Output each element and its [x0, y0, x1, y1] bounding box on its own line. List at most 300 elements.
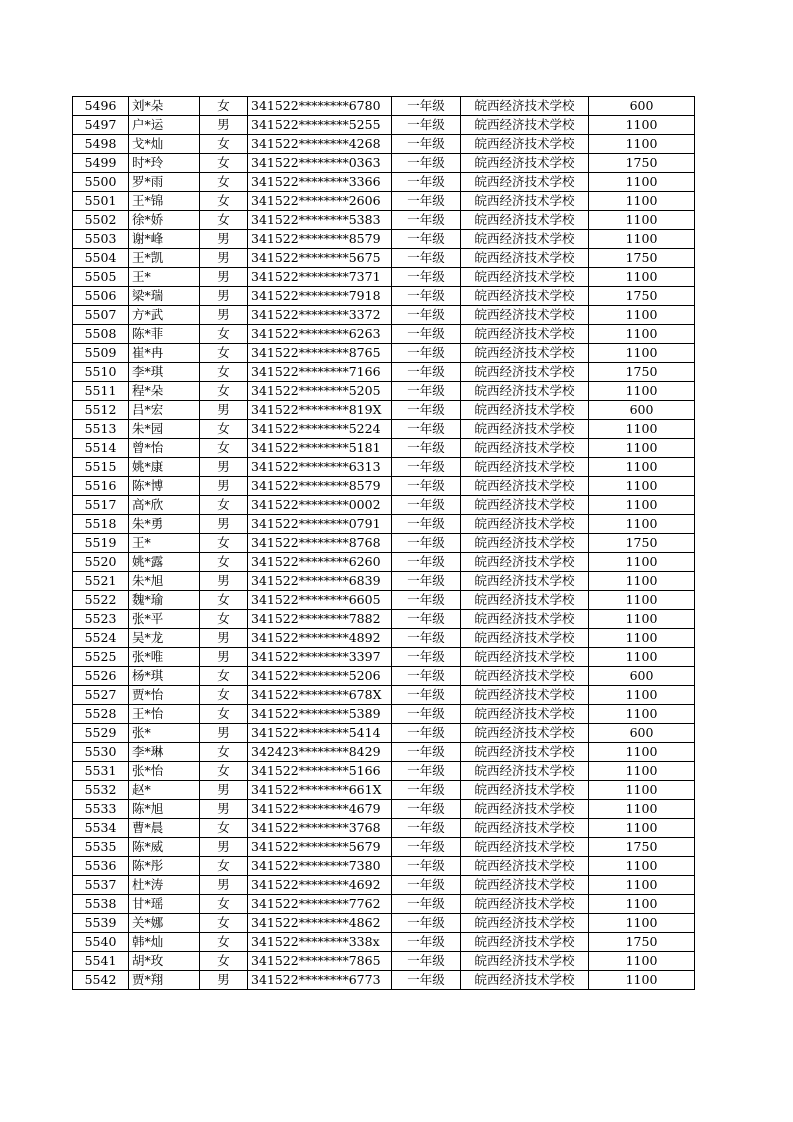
school-cell: 皖西经济技术学校 [461, 116, 589, 135]
table-row [73, 952, 695, 971]
gender-cell: 女 [200, 553, 248, 572]
id-number-cell: 341522********5166 [248, 762, 392, 781]
grade-cell: 一年级 [392, 382, 461, 401]
student-name-cell: 程*朵 [129, 382, 200, 401]
student-name-cell: 吴*龙 [129, 629, 200, 648]
grade-cell: 一年级 [392, 819, 461, 838]
amount-cell: 1100 [589, 686, 695, 705]
school-cell: 皖西经济技术学校 [461, 249, 589, 268]
school-cell: 皖西经济技术学校 [461, 648, 589, 667]
amount-cell: 1750 [589, 287, 695, 306]
student-name-cell: 刘*朵 [129, 97, 200, 116]
grade-cell: 一年级 [392, 705, 461, 724]
grade-cell: 一年级 [392, 192, 461, 211]
amount-cell: 1100 [589, 876, 695, 895]
table-row [73, 135, 695, 154]
school-cell: 皖西经济技术学校 [461, 344, 589, 363]
table-row [73, 230, 695, 249]
amount-cell: 1100 [589, 173, 695, 192]
school-cell: 皖西经济技术学校 [461, 306, 589, 325]
school-cell: 皖西经济技术学校 [461, 230, 589, 249]
id-number-cell: 341522********819X [248, 401, 392, 420]
table-row [73, 515, 695, 534]
grade-cell: 一年级 [392, 420, 461, 439]
school-cell: 皖西经济技术学校 [461, 686, 589, 705]
id-number-cell: 341522********661X [248, 781, 392, 800]
school-cell: 皖西经济技术学校 [461, 553, 589, 572]
grade-cell: 一年级 [392, 933, 461, 952]
table-row [73, 914, 695, 933]
amount-cell: 600 [589, 667, 695, 686]
id-number-cell: 341522********8765 [248, 344, 392, 363]
row-number-cell: 5505 [73, 268, 129, 287]
id-number-cell: 341522********5255 [248, 116, 392, 135]
table-row [73, 401, 695, 420]
amount-cell: 1100 [589, 762, 695, 781]
amount-cell: 600 [589, 401, 695, 420]
student-name-cell: 甘*瑶 [129, 895, 200, 914]
gender-cell: 女 [200, 743, 248, 762]
student-name-cell: 梁*瑞 [129, 287, 200, 306]
amount-cell: 1100 [589, 895, 695, 914]
student-name-cell: 朱*园 [129, 420, 200, 439]
student-name-cell: 高*欣 [129, 496, 200, 515]
school-cell: 皖西经济技术学校 [461, 572, 589, 591]
school-cell: 皖西经济技术学校 [461, 477, 589, 496]
gender-cell: 女 [200, 762, 248, 781]
student-name-cell: 朱*旭 [129, 572, 200, 591]
amount-cell: 1100 [589, 705, 695, 724]
grade-cell: 一年级 [392, 648, 461, 667]
gender-cell: 男 [200, 287, 248, 306]
grade-cell: 一年级 [392, 230, 461, 249]
row-number-cell: 5520 [73, 553, 129, 572]
grade-cell: 一年级 [392, 895, 461, 914]
table-row [73, 876, 695, 895]
student-subsidy-table [72, 96, 695, 990]
school-cell: 皖西经济技术学校 [461, 439, 589, 458]
amount-cell: 1100 [589, 781, 695, 800]
grade-cell: 一年级 [392, 572, 461, 591]
grade-cell: 一年级 [392, 173, 461, 192]
row-number-cell: 5525 [73, 648, 129, 667]
gender-cell: 女 [200, 914, 248, 933]
id-number-cell: 341522********5383 [248, 211, 392, 230]
grade-cell: 一年级 [392, 914, 461, 933]
id-number-cell: 341522********8579 [248, 230, 392, 249]
id-number-cell: 341522********2606 [248, 192, 392, 211]
row-number-cell: 5535 [73, 838, 129, 857]
id-number-cell: 341522********6839 [248, 572, 392, 591]
gender-cell: 男 [200, 781, 248, 800]
table-row [73, 971, 695, 990]
id-number-cell: 341522********5675 [248, 249, 392, 268]
school-cell: 皖西经济技术学校 [461, 876, 589, 895]
student-name-cell: 戈*灿 [129, 135, 200, 154]
student-name-cell: 谢*峰 [129, 230, 200, 249]
student-name-cell: 崔*冉 [129, 344, 200, 363]
grade-cell: 一年级 [392, 629, 461, 648]
grade-cell: 一年级 [392, 287, 461, 306]
school-cell: 皖西经济技术学校 [461, 762, 589, 781]
table-row [73, 553, 695, 572]
gender-cell: 女 [200, 952, 248, 971]
student-name-cell: 陈*威 [129, 838, 200, 857]
table-row [73, 781, 695, 800]
row-number-cell: 5517 [73, 496, 129, 515]
grade-cell: 一年级 [392, 439, 461, 458]
gender-cell: 男 [200, 515, 248, 534]
table-row [73, 610, 695, 629]
row-number-cell: 5508 [73, 325, 129, 344]
student-name-cell: 王*锦 [129, 192, 200, 211]
student-name-cell: 张*平 [129, 610, 200, 629]
student-name-cell: 杨*琪 [129, 667, 200, 686]
school-cell: 皖西经济技术学校 [461, 743, 589, 762]
grade-cell: 一年级 [392, 800, 461, 819]
school-cell: 皖西经济技术学校 [461, 933, 589, 952]
school-cell: 皖西经济技术学校 [461, 724, 589, 743]
table-row [73, 800, 695, 819]
gender-cell: 男 [200, 724, 248, 743]
school-cell: 皖西经济技术学校 [461, 914, 589, 933]
table-row [73, 477, 695, 496]
table-row [73, 287, 695, 306]
school-cell: 皖西经济技术学校 [461, 173, 589, 192]
gender-cell: 女 [200, 857, 248, 876]
grade-cell: 一年级 [392, 211, 461, 230]
gender-cell: 男 [200, 230, 248, 249]
row-number-cell: 5507 [73, 306, 129, 325]
grade-cell: 一年级 [392, 667, 461, 686]
grade-cell: 一年级 [392, 458, 461, 477]
gender-cell: 女 [200, 591, 248, 610]
student-name-cell: 徐*娇 [129, 211, 200, 230]
school-cell: 皖西经济技术学校 [461, 401, 589, 420]
table-row [73, 496, 695, 515]
id-number-cell: 341522********7865 [248, 952, 392, 971]
student-name-cell: 李*琳 [129, 743, 200, 762]
school-cell: 皖西经济技术学校 [461, 211, 589, 230]
grade-cell: 一年级 [392, 971, 461, 990]
school-cell: 皖西经济技术学校 [461, 591, 589, 610]
grade-cell: 一年级 [392, 762, 461, 781]
grade-cell: 一年级 [392, 154, 461, 173]
amount-cell: 1750 [589, 933, 695, 952]
amount-cell: 1750 [589, 154, 695, 173]
amount-cell: 1100 [589, 819, 695, 838]
table-row [73, 534, 695, 553]
student-name-cell: 王* [129, 268, 200, 287]
table-row [73, 743, 695, 762]
id-number-cell: 341522********6313 [248, 458, 392, 477]
id-number-cell: 341522********0363 [248, 154, 392, 173]
id-number-cell: 341522********678X [248, 686, 392, 705]
student-name-cell: 姚*康 [129, 458, 200, 477]
row-number-cell: 5531 [73, 762, 129, 781]
grade-cell: 一年级 [392, 610, 461, 629]
gender-cell: 男 [200, 648, 248, 667]
row-number-cell: 5500 [73, 173, 129, 192]
student-name-cell: 曾*怡 [129, 439, 200, 458]
amount-cell: 1100 [589, 135, 695, 154]
school-cell: 皖西经济技术学校 [461, 268, 589, 287]
amount-cell: 1100 [589, 439, 695, 458]
school-cell: 皖西经济技术学校 [461, 458, 589, 477]
student-name-cell: 张* [129, 724, 200, 743]
id-number-cell: 341522********4862 [248, 914, 392, 933]
amount-cell: 600 [589, 97, 695, 116]
amount-cell: 1100 [589, 230, 695, 249]
grade-cell: 一年级 [392, 268, 461, 287]
table-row [73, 857, 695, 876]
grade-cell: 一年级 [392, 344, 461, 363]
row-number-cell: 5527 [73, 686, 129, 705]
school-cell: 皖西经济技术学校 [461, 496, 589, 515]
grade-cell: 一年级 [392, 515, 461, 534]
student-name-cell: 时*玲 [129, 154, 200, 173]
amount-cell: 1100 [589, 857, 695, 876]
gender-cell: 男 [200, 458, 248, 477]
id-number-cell: 341522********4679 [248, 800, 392, 819]
row-number-cell: 5533 [73, 800, 129, 819]
row-number-cell: 5516 [73, 477, 129, 496]
student-name-cell: 陈*旭 [129, 800, 200, 819]
table-row [73, 420, 695, 439]
grade-cell: 一年级 [392, 952, 461, 971]
id-number-cell: 341522********0791 [248, 515, 392, 534]
school-cell: 皖西经济技术学校 [461, 192, 589, 211]
gender-cell: 女 [200, 686, 248, 705]
table-row [73, 154, 695, 173]
student-name-cell: 王* [129, 534, 200, 553]
amount-cell: 1100 [589, 800, 695, 819]
grade-cell: 一年级 [392, 743, 461, 762]
student-name-cell: 王*怡 [129, 705, 200, 724]
gender-cell: 男 [200, 477, 248, 496]
school-cell: 皖西经济技术学校 [461, 781, 589, 800]
gender-cell: 女 [200, 135, 248, 154]
student-name-cell: 陈*彤 [129, 857, 200, 876]
student-name-cell: 陈*博 [129, 477, 200, 496]
amount-cell: 1100 [589, 591, 695, 610]
gender-cell: 男 [200, 268, 248, 287]
student-name-cell: 张*怡 [129, 762, 200, 781]
table-row [73, 211, 695, 230]
school-cell: 皖西经济技术学校 [461, 363, 589, 382]
row-number-cell: 5539 [73, 914, 129, 933]
id-number-cell: 341522********6260 [248, 553, 392, 572]
amount-cell: 1100 [589, 382, 695, 401]
grade-cell: 一年级 [392, 534, 461, 553]
row-number-cell: 5509 [73, 344, 129, 363]
gender-cell: 男 [200, 116, 248, 135]
table-row [73, 572, 695, 591]
gender-cell: 女 [200, 211, 248, 230]
table-row [73, 667, 695, 686]
school-cell: 皖西经济技术学校 [461, 800, 589, 819]
grade-cell: 一年级 [392, 876, 461, 895]
amount-cell: 1100 [589, 914, 695, 933]
grade-cell: 一年级 [392, 306, 461, 325]
row-number-cell: 5530 [73, 743, 129, 762]
id-number-cell: 341522********7918 [248, 287, 392, 306]
row-number-cell: 5515 [73, 458, 129, 477]
id-number-cell: 341522********5206 [248, 667, 392, 686]
amount-cell: 1100 [589, 192, 695, 211]
amount-cell: 1100 [589, 116, 695, 135]
row-number-cell: 5497 [73, 116, 129, 135]
id-number-cell: 341522********7380 [248, 857, 392, 876]
id-number-cell: 341522********3768 [248, 819, 392, 838]
gender-cell: 男 [200, 249, 248, 268]
id-number-cell: 341522********3397 [248, 648, 392, 667]
amount-cell: 1100 [589, 344, 695, 363]
student-name-cell: 魏*瑜 [129, 591, 200, 610]
amount-cell: 1100 [589, 743, 695, 762]
row-number-cell: 5532 [73, 781, 129, 800]
student-name-cell: 关*娜 [129, 914, 200, 933]
row-number-cell: 5518 [73, 515, 129, 534]
table-row [73, 629, 695, 648]
amount-cell: 1100 [589, 268, 695, 287]
id-number-cell: 341522********8768 [248, 534, 392, 553]
amount-cell: 1100 [589, 306, 695, 325]
id-number-cell: 341522********7166 [248, 363, 392, 382]
grade-cell: 一年级 [392, 781, 461, 800]
table-body [73, 97, 695, 990]
student-name-cell: 罗*雨 [129, 173, 200, 192]
row-number-cell: 5510 [73, 363, 129, 382]
id-number-cell: 341522********5224 [248, 420, 392, 439]
school-cell: 皖西经济技术学校 [461, 857, 589, 876]
school-cell: 皖西经济技术学校 [461, 420, 589, 439]
amount-cell: 1100 [589, 515, 695, 534]
row-number-cell: 5521 [73, 572, 129, 591]
row-number-cell: 5512 [73, 401, 129, 420]
school-cell: 皖西经济技术学校 [461, 382, 589, 401]
gender-cell: 女 [200, 933, 248, 952]
row-number-cell: 5524 [73, 629, 129, 648]
table-row [73, 705, 695, 724]
school-cell: 皖西经济技术学校 [461, 629, 589, 648]
row-number-cell: 5513 [73, 420, 129, 439]
table-row [73, 724, 695, 743]
student-name-cell: 姚*露 [129, 553, 200, 572]
row-number-cell: 5511 [73, 382, 129, 401]
table-row [73, 762, 695, 781]
school-cell: 皖西经济技术学校 [461, 534, 589, 553]
row-number-cell: 5526 [73, 667, 129, 686]
school-cell: 皖西经济技术学校 [461, 325, 589, 344]
row-number-cell: 5496 [73, 97, 129, 116]
gender-cell: 女 [200, 344, 248, 363]
amount-cell: 1100 [589, 971, 695, 990]
row-number-cell: 5523 [73, 610, 129, 629]
grade-cell: 一年级 [392, 724, 461, 743]
gender-cell: 女 [200, 610, 248, 629]
amount-cell: 1100 [589, 496, 695, 515]
row-number-cell: 5528 [73, 705, 129, 724]
grade-cell: 一年级 [392, 135, 461, 154]
gender-cell: 女 [200, 325, 248, 344]
gender-cell: 男 [200, 971, 248, 990]
school-cell: 皖西经济技术学校 [461, 667, 589, 686]
grade-cell: 一年级 [392, 116, 461, 135]
student-name-cell: 陈*菲 [129, 325, 200, 344]
student-name-cell: 赵* [129, 781, 200, 800]
school-cell: 皖西经济技术学校 [461, 971, 589, 990]
amount-cell: 1750 [589, 363, 695, 382]
amount-cell: 1100 [589, 572, 695, 591]
id-number-cell: 341522********6780 [248, 97, 392, 116]
school-cell: 皖西经济技术学校 [461, 705, 589, 724]
row-number-cell: 5538 [73, 895, 129, 914]
row-number-cell: 5519 [73, 534, 129, 553]
student-name-cell: 王*凯 [129, 249, 200, 268]
row-number-cell: 5499 [73, 154, 129, 173]
table-row [73, 933, 695, 952]
amount-cell: 1100 [589, 211, 695, 230]
id-number-cell: 341522********7371 [248, 268, 392, 287]
table-row [73, 382, 695, 401]
student-name-cell: 张*唯 [129, 648, 200, 667]
gender-cell: 女 [200, 363, 248, 382]
row-number-cell: 5501 [73, 192, 129, 211]
gender-cell: 女 [200, 439, 248, 458]
student-name-cell: 李*琪 [129, 363, 200, 382]
table-row [73, 173, 695, 192]
student-name-cell: 朱*勇 [129, 515, 200, 534]
id-number-cell: 341522********4892 [248, 629, 392, 648]
gender-cell: 女 [200, 420, 248, 439]
grade-cell: 一年级 [392, 496, 461, 515]
gender-cell: 女 [200, 819, 248, 838]
row-number-cell: 5502 [73, 211, 129, 230]
grade-cell: 一年级 [392, 325, 461, 344]
row-number-cell: 5498 [73, 135, 129, 154]
table-row [73, 895, 695, 914]
id-number-cell: 341522********6263 [248, 325, 392, 344]
table-row [73, 306, 695, 325]
amount-cell: 1100 [589, 952, 695, 971]
id-number-cell: 341522********3366 [248, 173, 392, 192]
gender-cell: 男 [200, 572, 248, 591]
gender-cell: 男 [200, 401, 248, 420]
id-number-cell: 341522********5414 [248, 724, 392, 743]
table-row [73, 344, 695, 363]
school-cell: 皖西经济技术学校 [461, 819, 589, 838]
gender-cell: 女 [200, 496, 248, 515]
row-number-cell: 5506 [73, 287, 129, 306]
gender-cell: 女 [200, 382, 248, 401]
school-cell: 皖西经济技术学校 [461, 154, 589, 173]
gender-cell: 女 [200, 534, 248, 553]
school-cell: 皖西经济技术学校 [461, 610, 589, 629]
student-name-cell: 贾*翔 [129, 971, 200, 990]
amount-cell: 1100 [589, 458, 695, 477]
row-number-cell: 5529 [73, 724, 129, 743]
id-number-cell: 341522********6773 [248, 971, 392, 990]
id-number-cell: 341522********338x [248, 933, 392, 952]
row-number-cell: 5537 [73, 876, 129, 895]
id-number-cell: 341522********0002 [248, 496, 392, 515]
id-number-cell: 341522********4268 [248, 135, 392, 154]
grade-cell: 一年级 [392, 477, 461, 496]
student-name-cell: 杜*涛 [129, 876, 200, 895]
id-number-cell: 341522********5205 [248, 382, 392, 401]
row-number-cell: 5536 [73, 857, 129, 876]
